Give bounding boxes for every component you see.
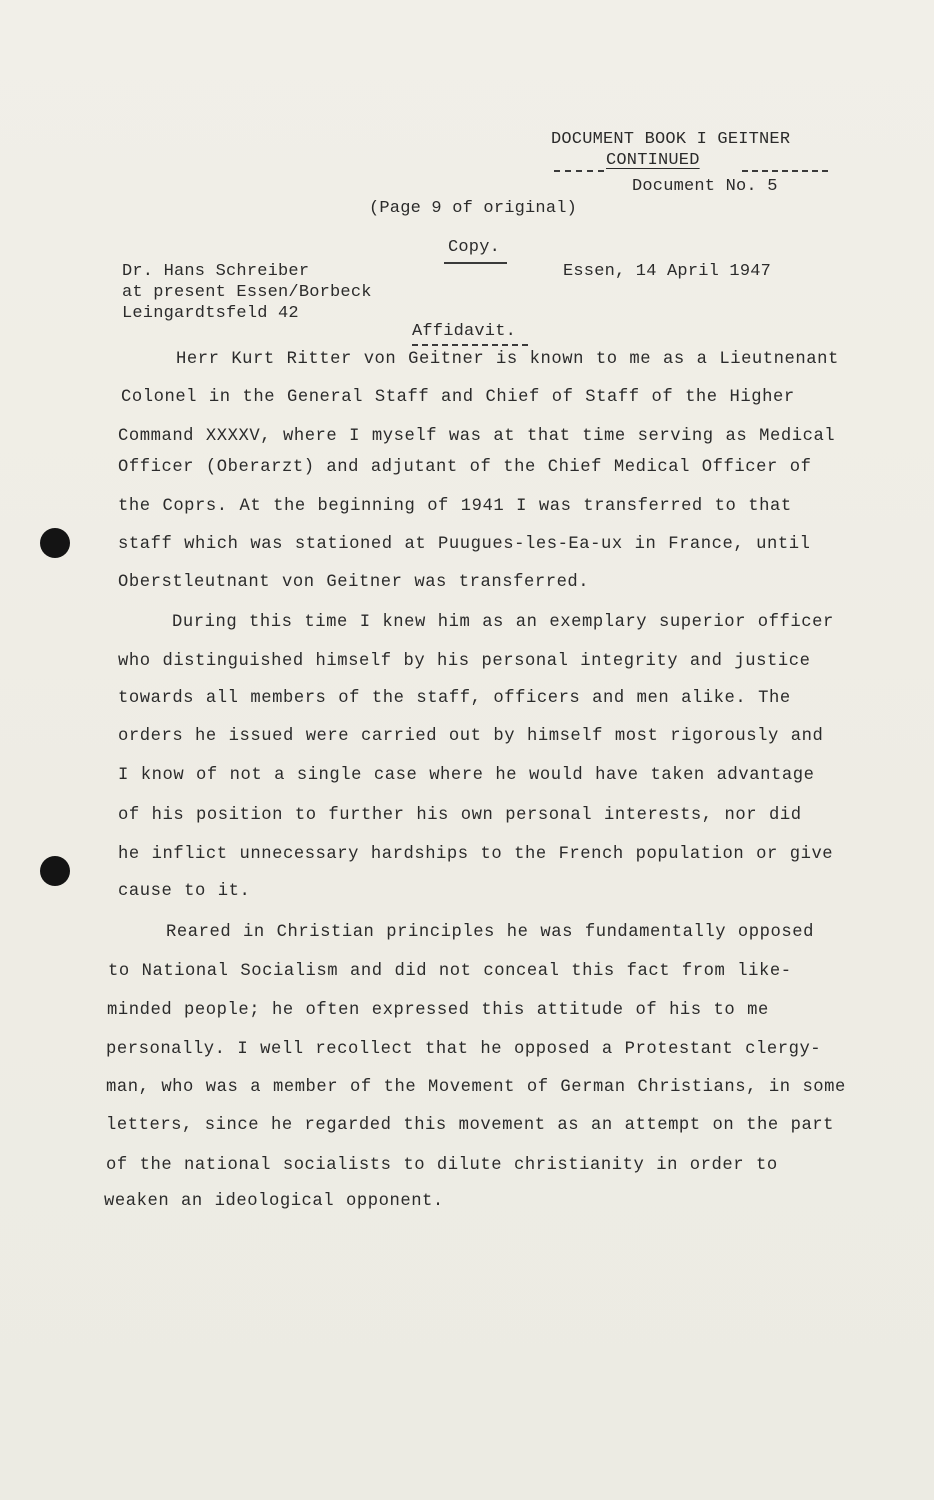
continued-dash-right bbox=[742, 170, 828, 172]
body-line: who distinguished himself by his personal integrity and justice bbox=[118, 652, 811, 671]
body-line: minded people; he often expressed this attitude of his to me bbox=[107, 1001, 769, 1020]
punch-hole-upper bbox=[40, 528, 70, 558]
copy-underline bbox=[444, 262, 507, 264]
affidavit-heading: Affidavit. bbox=[412, 322, 517, 341]
copy-label: Copy. bbox=[448, 238, 501, 257]
body-line: During this time I knew him as an exemplary superior officer bbox=[172, 613, 834, 632]
page-of-original: (Page 9 of original) bbox=[369, 199, 578, 218]
sender-name: Dr. Hans Schreiber bbox=[122, 262, 310, 281]
body-line: he inflict unnecessary hardships to the French population or give bbox=[118, 845, 834, 864]
document-number: Document No. 5 bbox=[632, 177, 778, 196]
body-line: towards all members of the staff, officers and men alike. The bbox=[118, 689, 791, 708]
body-line: staff which was stationed at Puugues-les-Ea-ux in France, until bbox=[118, 535, 811, 554]
body-line: of the national socialists to dilute christianity in order to bbox=[106, 1156, 778, 1175]
place-date: Essen, 14 April 1947 bbox=[563, 262, 772, 281]
punch-hole-lower bbox=[40, 856, 70, 886]
affidavit-underline bbox=[412, 344, 528, 346]
body-line: Officer (Oberarzt) and adjutant of the Chief Medical Officer of bbox=[118, 458, 812, 477]
sender-address-line2: Leingardtsfeld 42 bbox=[122, 304, 299, 323]
body-line: Oberstleutnant von Geitner was transferred. bbox=[118, 573, 590, 592]
body-line: cause to it. bbox=[118, 882, 251, 901]
body-line: orders he issued were carried out by himself most rigorously and bbox=[118, 727, 824, 746]
body-line: of his position to further his own personal interests, nor did bbox=[118, 806, 802, 825]
body-line: Herr Kurt Ritter von Geitner is known to me as a Lieutnenant bbox=[176, 350, 839, 369]
body-line: letters, since he regarded this movement as an attempt on the part bbox=[106, 1116, 835, 1135]
body-line: weaken an ideological opponent. bbox=[104, 1192, 444, 1211]
continued-label: CONTINUED bbox=[606, 151, 700, 170]
body-line: Reared in Christian principles he was fundamentally opposed bbox=[166, 923, 814, 942]
body-line: to National Socialism and did not conceal this fact from like- bbox=[108, 962, 792, 981]
document-book-title: DOCUMENT BOOK I GEITNER bbox=[551, 130, 791, 149]
body-line: man, who was a member of the Movement of German Christians, in some bbox=[106, 1078, 846, 1097]
body-line: the Coprs. At the beginning of 1941 I was transferred to that bbox=[118, 497, 792, 516]
continued-dash-left bbox=[554, 170, 604, 172]
body-line: Colonel in the General Staff and Chief of Staff of the Higher bbox=[121, 388, 795, 407]
sender-address-line1: at present Essen/Borbeck bbox=[122, 283, 372, 302]
body-line: personally. I well recollect that he opposed a Protestant clergy- bbox=[106, 1040, 822, 1059]
body-line: Command XXXXV, where I myself was at that time serving as Medical bbox=[118, 427, 836, 446]
body-line: I know of not a single case where he would have taken advantage bbox=[118, 766, 815, 785]
